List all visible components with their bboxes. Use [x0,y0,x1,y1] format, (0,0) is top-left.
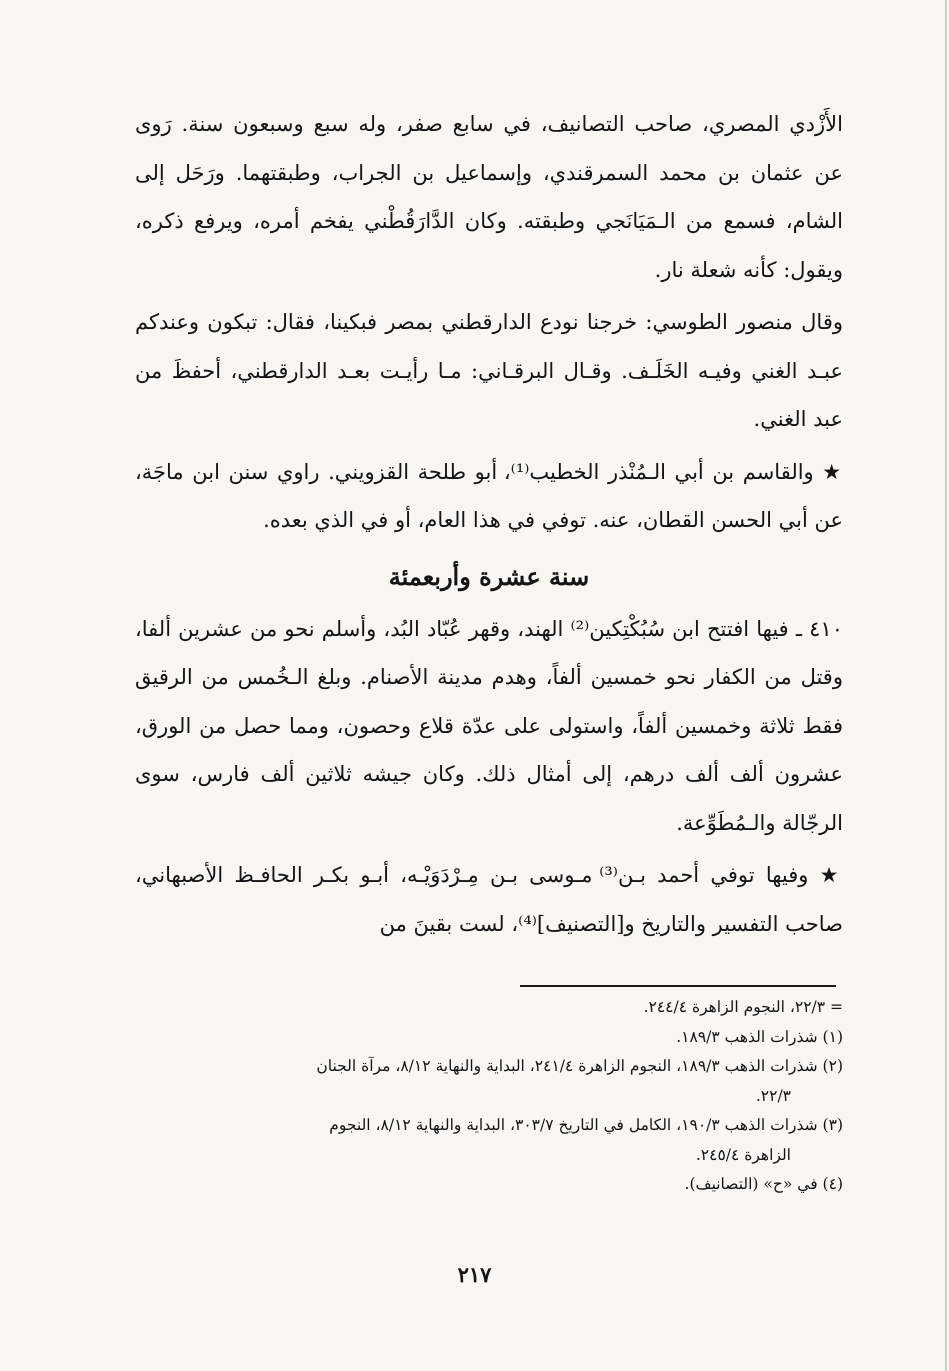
footnote-4: (٤) في «ح» (التصانيف). [684,1175,843,1193]
paragraph-4: ٤١٠ ـ فيها افتتح ابن سُبُكْتِكين⁽²⁾ الهند، وقهر عُبّاد البُد، وأسلم نحو من عشرين ألفا، وقتل من الكفار نحو خمسين ألفاً، وهدم مدينة الأصنام. وبلغ الـخُمس من الرقيق فقط ثلاثة وخمسين ألفاً، واستولى على عدّة قلاع وحصون، ومما حصل من الورق، عشرون ألف ألف درهم، إلى أمثال ذلك. وكان جيشه ثلاثين ألف فارس، سوى الرجّالة والـمُطَوِّعة. [135,616,843,835]
footnote-3: (٣) شذرات الذهب ١٩٠/٣، الكامل في التاريخ ٣٠٣/٧، البداية والنهاية ٨/١٢، النجوم [329,1116,843,1134]
footnote-3-continuation: الزاهرة ٢٤٥/٤. [695,1145,791,1164]
paragraph-5: ★ وفيها توفي أحمد بـن⁽³⁾ مـوسى بـن مِـرْدَوَيْـه، أبـو بكـر الحافـظ الأصبهاني، صاحب التفسير والتاريخ و[التصنيف]⁽⁴⁾، لست بقينَ من [135,863,844,936]
footnote-separator [520,985,836,987]
page-number: ٢١٧ [457,1262,492,1287]
footnote-1: (١) شذرات الذهب ١٨٩/٣. [676,1027,843,1046]
footnote-continued: = ٢٢/٣، النجوم الزاهرة ٢٤٤/٤. [643,998,843,1016]
section-heading: سنة عشرة وأربعمئة [388,561,590,591]
page-body [135,100,843,948]
paragraph-2: وقال منصور الطوسي: خرجنا نودع الدارقطني بمصر فبكينا، فقال: تبكون وعندكم عبـد الغني وفيـه الخَلَـف. وقـال البرقـاني: مـا رأيـت بعـد الدارقطني، أحفظَ من عبد الغني. [135,310,843,431]
paragraph-1: الأَزْدي المصري، صاحب التصانيف، في سابع صفر، وله سبع وسبعون سنة. رَوى عن عثمان بن محمد السمرقندي، وإسماعيل بن الجراب، وطبقتهما. ورَحَل إلى الشام، فسمع من الـمَيَانَجي وطبقته. وكان الدَّارَقُطْني يفخم أمره، ويرفع ذكره، ويقول: كأنه شعلة نار. [135,112,843,282]
paragraph-3: ★ والقاسم بن أبي الـمُنْذر الخطيب⁽¹⁾، أبو طلحة القزويني. راوي سنن ابن ماجَة، عن أبي الحسن القطان، عنه. توفي في هذا العام، أو في الذي بعده. [135,459,843,532]
footnotes [135,993,843,1200]
page-edge-shadow [945,0,947,1371]
footnote-2: (٢) شذرات الذهب ١٨٩/٣، النجوم الزاهرة ٢٤١/٤، البداية والنهاية ٨/١٢، مرآة الجنان [316,1057,843,1075]
footnote-2-continuation: ٢٢/٣. [755,1086,791,1105]
